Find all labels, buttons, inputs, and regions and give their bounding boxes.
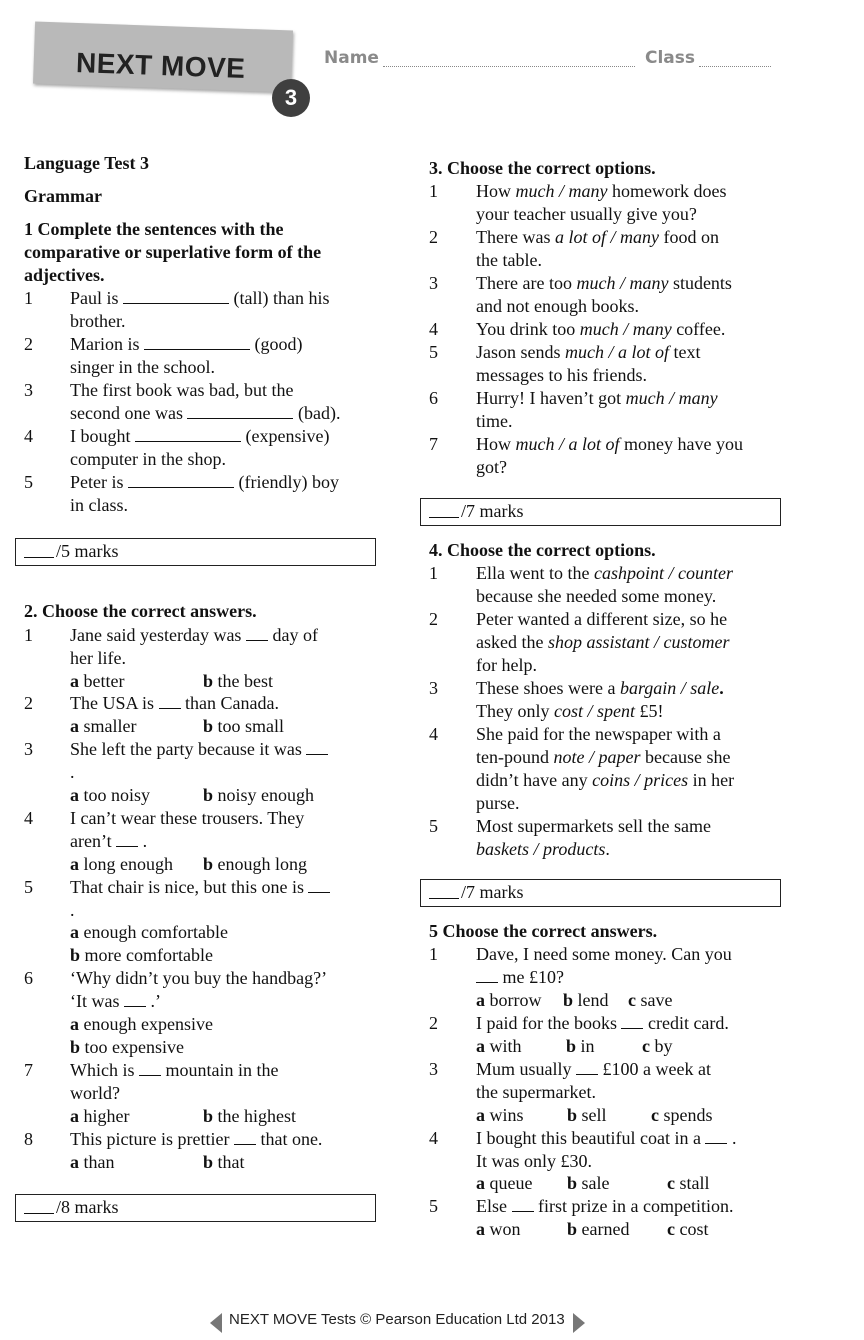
item-number: 4 (429, 1128, 438, 1148)
q1-item-2 (70, 333, 303, 356)
item-text: ‘Why didn’t you buy the handbag?’ (70, 968, 328, 988)
option-a[interactable]: a enough comfortable (70, 922, 228, 942)
q4-item-3: These shoes were a bargain / sale. (476, 678, 724, 698)
option-b[interactable]: b sale (567, 1173, 610, 1193)
answer-blank[interactable] (705, 1129, 727, 1144)
item-text: It was only £30. (476, 1151, 592, 1171)
q1-title: adjectives. (24, 265, 105, 285)
option-b[interactable]: b too small (203, 716, 285, 736)
q1-title: comparative or superlative form of the (24, 242, 322, 262)
option-a[interactable]: a than (70, 1152, 115, 1172)
item-number: 1 (429, 181, 438, 201)
q2-item-5 (70, 876, 330, 899)
q2-item-1 (70, 624, 318, 647)
item-text: than Canada. (185, 693, 279, 713)
marks-label: /7 marks (461, 882, 524, 902)
item-text: messages to his friends. (476, 365, 647, 385)
item-number: 6 (24, 968, 33, 988)
item-number: 2 (24, 693, 33, 713)
item-number: 3 (429, 1059, 438, 1079)
item-text: Peter wanted a different size, so he (476, 609, 728, 629)
option-b[interactable]: b sell (567, 1105, 607, 1125)
item-text: The USA is (70, 693, 155, 713)
item-number: 5 (429, 816, 438, 836)
item-number: 1 (24, 625, 33, 645)
option-b[interactable]: b in (566, 1036, 595, 1056)
option-choice[interactable]: cost / spent (554, 701, 635, 721)
item-text: (tall) than his (233, 288, 330, 308)
q2-title: 2. Choose the correct answers. (24, 601, 257, 621)
option-choice[interactable]: coins / prices (592, 770, 689, 790)
q4-item-1: Ella went to the cashpoint / counter (476, 563, 733, 583)
q4-marks-box (420, 879, 781, 907)
answer-blank[interactable] (246, 626, 268, 641)
item-text: that one. (260, 1129, 323, 1149)
item-text: your teacher usually give you? (476, 204, 697, 224)
q5-item-3: Mum usually £100 a week at (476, 1059, 711, 1079)
q5-item-4: I bought this beautiful coat in a . (476, 1128, 737, 1148)
q5-title: 5 Choose the correct answers. (429, 921, 658, 941)
option-choice[interactable]: baskets / products (476, 839, 606, 859)
item-text: Most supermarkets sell the same (476, 816, 711, 836)
item-text: ‘It was (70, 991, 120, 1011)
answer-blank[interactable] (124, 992, 146, 1007)
item-number: 1 (429, 563, 438, 583)
score-blank[interactable] (429, 898, 459, 899)
item-text: because she needed some money. (476, 586, 717, 606)
item-text: world? (70, 1083, 120, 1103)
q1-item-4 (70, 425, 329, 448)
item-text: Marion is (70, 334, 140, 354)
option-a[interactable]: a with (476, 1036, 522, 1056)
option-a[interactable]: a queue (476, 1173, 533, 1193)
option-choice[interactable]: much / many (579, 319, 672, 339)
item-number: 2 (24, 334, 33, 354)
item-text: The first book was bad, but the (70, 380, 294, 400)
q3-item-7: How much / a lot of money have you (476, 434, 743, 454)
marks-label: /7 marks (461, 501, 524, 521)
option-choice[interactable]: much / a lot of (515, 434, 620, 454)
answer-blank[interactable] (116, 832, 138, 847)
item-text: aren’t (70, 831, 112, 851)
item-text: . (70, 900, 75, 920)
item-number: 1 (429, 944, 438, 964)
item-text: . (142, 831, 148, 851)
option-a[interactable]: a enough expensive (70, 1014, 213, 1034)
item-number: 3 (24, 380, 33, 400)
item-number: 7 (429, 434, 438, 454)
option-choice[interactable]: much / many (576, 273, 669, 293)
option-c[interactable]: c save (628, 990, 673, 1010)
option-choice[interactable]: much / many (515, 181, 608, 201)
option-b[interactable]: b enough long (203, 854, 308, 874)
footer-copyright: NEXT MOVE Tests © Pearson Education Ltd 2013 (229, 1311, 565, 1328)
option-b[interactable]: b lend (563, 990, 609, 1010)
score-blank[interactable] (24, 1213, 54, 1214)
q1-item-1 (70, 287, 330, 310)
q3-item-1: How much / many homework does (476, 181, 727, 201)
option-a[interactable]: a too noisy (70, 785, 151, 805)
item-text: in class. (70, 495, 128, 515)
option-b[interactable]: b that (203, 1152, 245, 1172)
q5-item-5: Else first prize in a competition. (476, 1196, 734, 1216)
item-number: 3 (429, 273, 438, 293)
option-choice[interactable]: shop assistant / customer (547, 632, 730, 652)
option-choice[interactable]: much / many (625, 388, 718, 408)
name-label: Name (324, 48, 379, 68)
q4-item-2: asked the shop assistant / customer (476, 632, 730, 652)
item-number: 4 (429, 724, 438, 744)
item-text: mountain in the (165, 1060, 279, 1080)
option-a[interactable]: a smaller (70, 716, 137, 736)
answer-blank[interactable] (139, 1061, 161, 1076)
q1-item-3 (70, 402, 340, 425)
option-b[interactable]: b the highest (203, 1106, 297, 1126)
q3-title: 3. Choose the correct options. (429, 158, 656, 178)
class-label: Class (645, 48, 696, 68)
item-text: .’ (150, 991, 161, 1011)
q2-item-4 (70, 830, 147, 853)
option-a[interactable]: a higher (70, 1106, 130, 1126)
q5-item-1: me £10? (476, 966, 564, 989)
item-number: 3 (429, 678, 438, 698)
item-text: (bad). (297, 403, 341, 423)
marks-label: /5 marks (56, 541, 119, 561)
next-page-icon[interactable] (573, 1313, 585, 1333)
option-choice[interactable]: note / paper (553, 747, 641, 767)
answer-blank[interactable] (306, 740, 328, 755)
q2-item-2 (70, 692, 279, 715)
answer-blank[interactable] (512, 1197, 534, 1212)
item-text: day of (272, 625, 318, 645)
logo-text: NEXT MOVE (75, 47, 246, 84)
item-text: Which is (70, 1060, 135, 1080)
item-text: (expensive) (245, 426, 330, 446)
q5-item-2: I paid for the books credit card. (476, 1013, 729, 1033)
item-text: This picture is prettier (70, 1129, 230, 1149)
item-number: 2 (429, 609, 438, 629)
q3-marks-box (420, 498, 781, 526)
item-text: (good) (254, 334, 303, 354)
q3-item-2: There was a lot of / many food on (476, 227, 719, 247)
item-number: 4 (429, 319, 438, 339)
option-a[interactable]: a wins (476, 1105, 524, 1125)
answer-blank[interactable] (128, 473, 234, 488)
answer-blank[interactable] (144, 335, 250, 350)
option-choice[interactable]: much / a lot of (565, 342, 669, 362)
item-text: her life. (70, 648, 126, 668)
answer-blank[interactable] (621, 1014, 643, 1029)
item-text: and not enough books. (476, 296, 639, 316)
item-text: second one was (70, 403, 183, 423)
q4-item-4: ten-pound note / paper because she (476, 747, 731, 767)
item-number: 5 (429, 342, 438, 362)
q3-item-6: Hurry! I haven’t got much / many (476, 388, 718, 408)
level-badge: 3 (272, 79, 310, 117)
item-text: Jane said yesterday was (70, 625, 242, 645)
q1-item-5 (70, 471, 339, 494)
answer-blank[interactable] (234, 1130, 256, 1145)
option-c[interactable]: c cost (667, 1219, 709, 1239)
item-text: the table. (476, 250, 542, 270)
item-text: Paul is (70, 288, 119, 308)
item-number: 5 (24, 877, 33, 897)
q3-item-4: You drink too much / many coffee. (476, 319, 726, 339)
item-text: the supermarket. (476, 1082, 596, 1102)
item-text: time. (476, 411, 513, 431)
item-number: 2 (429, 227, 438, 247)
q4-title: 4. Choose the correct options. (429, 540, 656, 560)
q2-item-8 (70, 1128, 322, 1151)
item-number: 1 (24, 288, 33, 308)
item-text: I bought (70, 426, 131, 446)
q2-item-3 (70, 738, 328, 761)
item-text: Dave, I need some money. Can you (476, 944, 732, 964)
item-number: 2 (429, 1013, 438, 1033)
answer-blank[interactable] (123, 289, 229, 304)
item-number: 7 (24, 1060, 33, 1080)
answer-blank[interactable] (159, 694, 181, 709)
answer-blank[interactable] (476, 968, 498, 983)
item-text: Peter is (70, 472, 124, 492)
option-choice[interactable]: bargain / sale (619, 678, 720, 698)
score-blank[interactable] (429, 517, 459, 518)
item-number: 4 (24, 808, 33, 828)
option-b[interactable]: b more comfortable (70, 945, 213, 965)
section-title: Grammar (24, 186, 102, 206)
test-title: Language Test 3 (24, 153, 150, 173)
class-field[interactable] (699, 66, 771, 67)
item-text: brother. (70, 311, 126, 331)
item-text: That chair is nice, but this one is (70, 877, 304, 897)
option-c[interactable]: c spends (651, 1105, 713, 1125)
name-field[interactable] (383, 66, 635, 67)
item-text: purse. (476, 793, 520, 813)
q3-item-3: There are too much / many students (476, 273, 732, 293)
option-b[interactable]: b earned (567, 1219, 630, 1239)
q4-item-3-line2: They only cost / spent £5! (476, 701, 664, 721)
score-blank[interactable] (24, 557, 54, 558)
q1-marks-box (15, 538, 376, 566)
item-text: computer in the shop. (70, 449, 226, 469)
option-b[interactable]: b noisy enough (203, 785, 315, 805)
answer-blank[interactable] (135, 427, 241, 442)
answer-blank[interactable] (308, 878, 330, 893)
item-number: 5 (24, 472, 33, 492)
item-number: 4 (24, 426, 33, 446)
item-text: (friendly) boy (238, 472, 339, 492)
option-b[interactable]: b too expensive (70, 1037, 184, 1057)
q2-item-7 (70, 1059, 278, 1082)
q4-item-4-line3: didn’t have any coins / prices in her (476, 770, 735, 790)
item-text: for help. (476, 655, 537, 675)
q2-marks-box (15, 1194, 376, 1222)
answer-blank[interactable] (187, 404, 293, 419)
option-a[interactable]: a long enough (70, 854, 173, 874)
q2-item-6 (70, 990, 161, 1013)
option-b[interactable]: b the best (203, 671, 274, 691)
item-text: . (70, 762, 75, 782)
item-text: singer in the school. (70, 357, 215, 377)
option-a[interactable]: a won (476, 1219, 521, 1239)
option-choice[interactable]: a lot of / many (554, 227, 659, 247)
q4-item-5: baskets / products. (476, 839, 610, 859)
item-text: I can’t wear these trousers. They (70, 808, 305, 828)
item-number: 5 (429, 1196, 438, 1216)
item-text: got? (476, 457, 507, 477)
item-number: 3 (24, 739, 33, 759)
option-a[interactable]: a borrow (476, 990, 542, 1010)
option-c[interactable]: c by (642, 1036, 673, 1056)
item-number: 8 (24, 1129, 33, 1149)
answer-blank[interactable] (576, 1060, 598, 1075)
item-number: 6 (429, 388, 438, 408)
prev-page-icon[interactable] (210, 1313, 222, 1333)
option-a[interactable]: a better (70, 671, 125, 691)
item-text: She paid for the newspaper with a (476, 724, 721, 744)
option-choice[interactable]: cashpoint / counter (593, 563, 733, 583)
q1-title: 1 Complete the sentences with the (24, 219, 284, 239)
marks-label: /8 marks (56, 1197, 119, 1217)
option-c[interactable]: c stall (667, 1173, 710, 1193)
item-text: She left the party because it was (70, 739, 302, 759)
q3-item-5: Jason sends much / a lot of text (476, 342, 701, 362)
